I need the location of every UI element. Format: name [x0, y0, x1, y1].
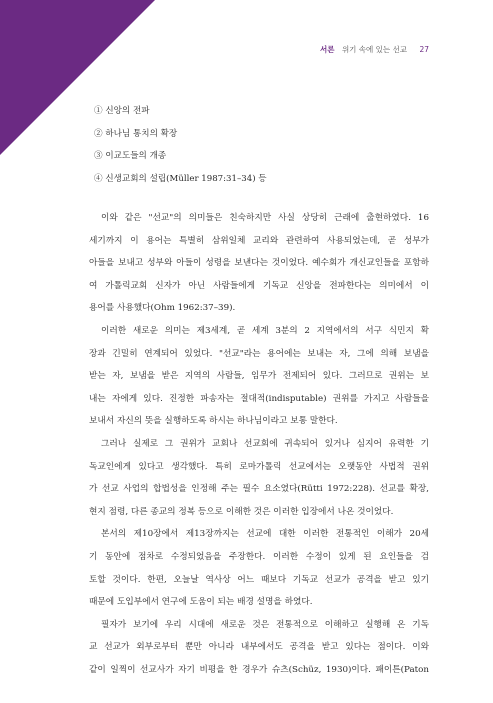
page-number: 27: [419, 45, 429, 54]
text-line: 교 선교가 외부로부터 뿐만 아니라 내부에서도 공격을 받고 있다는 점이다. 이와: [89, 642, 429, 653]
text-line: 여 가톨릭교회 신자가 아닌 사람들에게 기독교 신앙을 전파한다는 의미에서 이: [89, 280, 429, 291]
text-line: 내는 자에게 있다. 진정한 파송자는 절대적(indisputable) 권위를 가지고 사람들을: [89, 393, 429, 404]
text-line: 아들을 보내고 성부와 아들이 성령을 보낸다는 것이었다. 예수회가 개신교인들을 포함하: [89, 258, 429, 269]
text-line: 때문에 도입부에서 연구에 도움이 되는 배경 설명을 하였다.: [89, 597, 313, 608]
text-line: 그러나 실제로 그 권위가 교회나 선교회에 귀속되어 있거나 심지어 유력한 기: [101, 438, 429, 449]
list-item: ① 신앙의 전파: [94, 106, 150, 116]
running-header: [320, 44, 429, 55]
text-line: 본서의 제10장에서 제13장까지는 선교에 대한 이러한 전통적인 이해가 20세: [101, 529, 429, 540]
text-line: 독교인에게 있다고 생각했다. 특히 로마가톨릭 선교에서는 오랫동안 사법적 권위: [89, 461, 429, 472]
text-line: 용어를 사용했다(Ohm 1962:37–39).: [89, 303, 236, 314]
body-text: [89, 207, 429, 681]
text-line: 받는 자, 보냄을 받은 지역의 사람들, 임무가 전제되어 있다. 그러므로 권위는 보: [89, 371, 429, 382]
text-line: 현지 점령, 다른 종교의 정복 등으로 이해한 것은 이러한 입장에서 나온 것이었다.: [89, 506, 394, 517]
header-chapter-title: 위기 속에 있는 선교: [341, 45, 408, 54]
list-item: ② 하나님 통치의 확장: [94, 128, 178, 139]
numbered-list: [94, 100, 267, 190]
text-line: 세기까지 이 용어는 특별히 삼위일체 교리와 관련하여 사용되었는데, 곧 성부가: [89, 235, 429, 246]
list-item: ③ 이교도들의 개종: [94, 151, 167, 162]
text-line: 토할 것이다. 한편, 오늘날 역사상 어느 때보다 기독교 선교가 공격을 받고 있기: [89, 574, 429, 585]
text-line: 같이 일찍이 선교사가 자기 비평을 한 경우가 슈츠(Schüz, 1930)이다. 패이튼(Paton: [89, 664, 429, 675]
header-section: 서론: [320, 45, 335, 54]
list-item: ④ 신생교회의 설립(Müller 1987:31–34) 등: [94, 173, 267, 184]
text-line: 이러한 새로운 의미는 제3세계, 곧 세계 3분의 2 지역에서의 서구 식민지 확: [101, 325, 429, 336]
text-line: 보내서 자신의 뜻을 실행하도록 하시는 하나님이라고 보통 말한다.: [89, 416, 338, 427]
text-line: 이와 같은 "선교"의 의미들은 친숙하지만 사실 상당히 근래에 출현하였다. 16: [101, 213, 429, 223]
text-line: 필자가 보기에 우리 시대에 새로운 것은 전통적으로 이해하고 실행해 온 기독: [101, 619, 429, 630]
text-line: 기 동안에 점차로 수정되었음을 주장한다. 이러한 수정이 있게 된 요인들을 검: [89, 551, 429, 562]
text-line: 가 선교 사업의 합법성을 인정해 주는 필수 요소였다(Rütti 1972:228). 선교를 확장,: [89, 484, 429, 495]
text-line: 장과 긴밀히 연계되어 있었다. "선교"라는 용어에는 보내는 자, 그에 의해 보냄을: [89, 348, 429, 359]
